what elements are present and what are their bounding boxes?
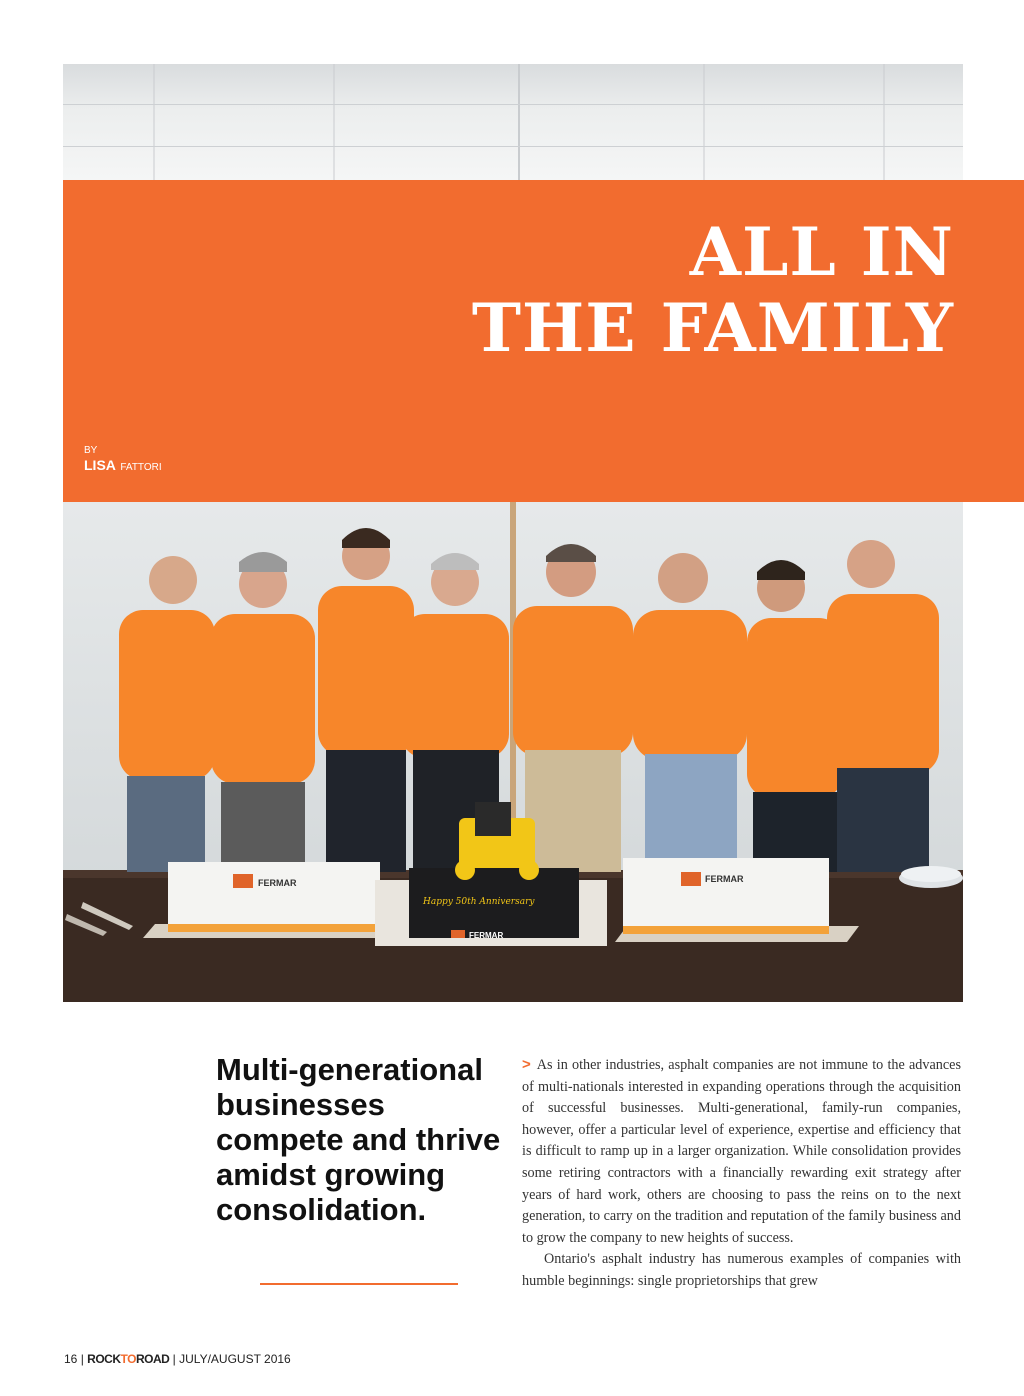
headline-banner [63, 180, 1024, 502]
byline [84, 445, 162, 475]
cake-right [615, 858, 859, 942]
author-first-name: LISA [84, 457, 116, 473]
paragraph-1-text: As in other industries, asphalt companies are not immune to the advances of multi-nationals interested in expanding operations through the acquisition of successful businesses. Multi-generational, family-run companies, however, offer a particular level of experience, expertise and efficiency that is difficult to ramp up in a larger organization. While consolidation provides some retiring contractors with a financially rewarding exit strategy after years of hard work, others are choosing to pass the reins on to the next generation, to carry on the tradition and reputation of the family business and to grow the company to new heights of success. [522, 1057, 961, 1246]
deck-rule [260, 1283, 458, 1285]
headline [472, 214, 954, 366]
deck: Multi-generational businesses compete and thrive amidst growing consolidation. [216, 1052, 501, 1227]
headline-line-2: THE FAMILY [471, 289, 954, 367]
headline-line-1: ALL IN [689, 213, 954, 291]
tent-ceiling-photo [63, 64, 963, 180]
cake-left-brand: FERMAR [258, 878, 297, 888]
paragraph-2: Ontario's asphalt industry has numerous examples of companies with humble beginnings: single proprietorships that grew [522, 1251, 961, 1289]
cake-message: Happy 50th Anniversary [423, 897, 535, 907]
folio-separator: | [172, 1352, 176, 1366]
arrow-icon: > [522, 1056, 531, 1073]
logo-to: TO [120, 1352, 136, 1366]
plates-stack [899, 866, 963, 888]
paragraph-1 [522, 1054, 961, 1249]
author-last-name: FATTORI [120, 462, 162, 473]
magazine-logo [87, 1352, 169, 1366]
article-body [522, 1054, 961, 1293]
logo-rock: ROCK [87, 1352, 121, 1366]
page-number: 16 [64, 1352, 78, 1366]
issue-date: JULY/AUGUST 2016 [179, 1352, 291, 1366]
folio [64, 1352, 291, 1366]
group-photo [63, 502, 963, 1002]
cake-right-brand: FERMAR [705, 874, 744, 884]
cake-center-brand: FERMAR [469, 931, 504, 940]
cake-left [143, 862, 393, 938]
byline-by: BY [84, 445, 98, 456]
logo-road: ROAD [135, 1352, 170, 1366]
folio-separator: | [80, 1352, 84, 1366]
